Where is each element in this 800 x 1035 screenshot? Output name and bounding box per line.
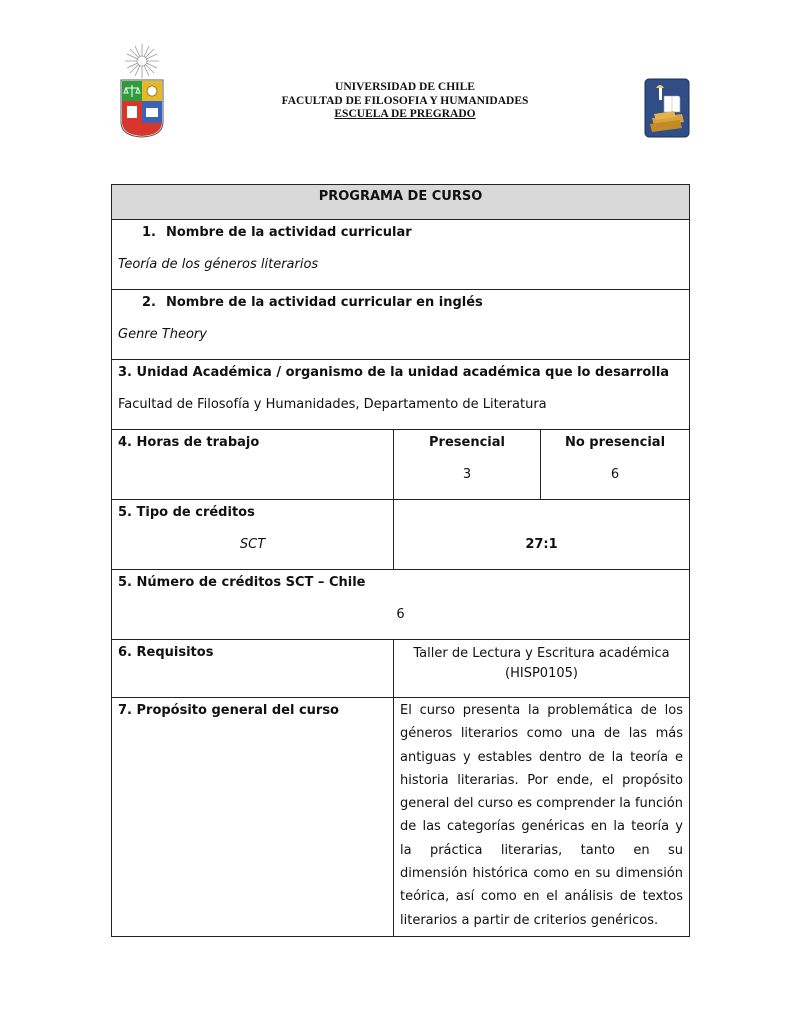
table-title: PROGRAMA DE CURSO (112, 185, 690, 220)
section-heading: 7. Propósito general del curso (118, 703, 339, 718)
credit-count-value: 6 (396, 607, 405, 622)
credit-ratio-value: 27:1 (525, 537, 558, 552)
section-requirements (112, 640, 690, 698)
faculty-name: FACULTAD DE FILOSOFIA Y HUMANIDADES (281, 94, 529, 107)
no-presencial-hours-value: 6 (610, 467, 620, 482)
section-heading: 6. Requisitos (118, 645, 214, 660)
requirement-course: Taller de Lectura y Escritura académica (413, 646, 670, 661)
activity-name-value: Teoría de los géneros literarios (118, 257, 319, 272)
section-heading: 5. Tipo de créditos (118, 505, 255, 520)
page-header (0, 0, 800, 160)
section-heading: 1. Nombre de la actividad curricular (142, 225, 412, 240)
section-credit-count (112, 570, 690, 640)
faculty-emblem-logo (644, 78, 690, 138)
section-heading: 4. Horas de trabajo (118, 435, 260, 450)
section-heading: 2. Nombre de la actividad curricular en inglés (142, 295, 483, 310)
university-name: UNIVERSIDAD DE CHILE (335, 81, 475, 93)
section-work-hours (112, 430, 690, 500)
section-activity-name-english (112, 290, 690, 360)
presencial-hours-value: 3 (462, 467, 472, 482)
section-heading: 3. Unidad Académica / organismo de la unidad académica que lo desarrolla (118, 365, 670, 380)
presencial-label: Presencial (429, 435, 505, 450)
school-name: ESCUELA DE PREGRADO (334, 108, 476, 120)
institution-header (250, 81, 560, 122)
credit-type-value: SCT (239, 537, 266, 552)
section-general-purpose (112, 698, 690, 937)
section-heading: 5. Número de créditos SCT – Chile (118, 575, 366, 590)
requirement-code: (HISP0105) (505, 666, 578, 681)
section-activity-name (112, 220, 690, 290)
course-program-table (111, 184, 690, 937)
activity-name-english-value: Genre Theory (118, 327, 207, 342)
general-purpose-value: El curso presenta la problemática de los géneros literarios como una de las más antiguas y estables dentro de la teoría e historia literarias. Por ende, el propósito general del curso es comprender la función de las categorías genéricas en la teoría y la práctica literarias, tanto en su dimensión histórica como en su dimensión teórica, así como en el análisis de textos literarios a partir de criterios genéricos. (400, 703, 683, 928)
academic-unit-value: Facultad de Filosofía y Humanidades, Departamento de Literatura (118, 397, 547, 412)
no-presencial-label: No presencial (564, 435, 666, 450)
section-academic-unit (112, 360, 690, 430)
section-credit-type (112, 500, 690, 570)
university-crest-logo (115, 42, 169, 138)
